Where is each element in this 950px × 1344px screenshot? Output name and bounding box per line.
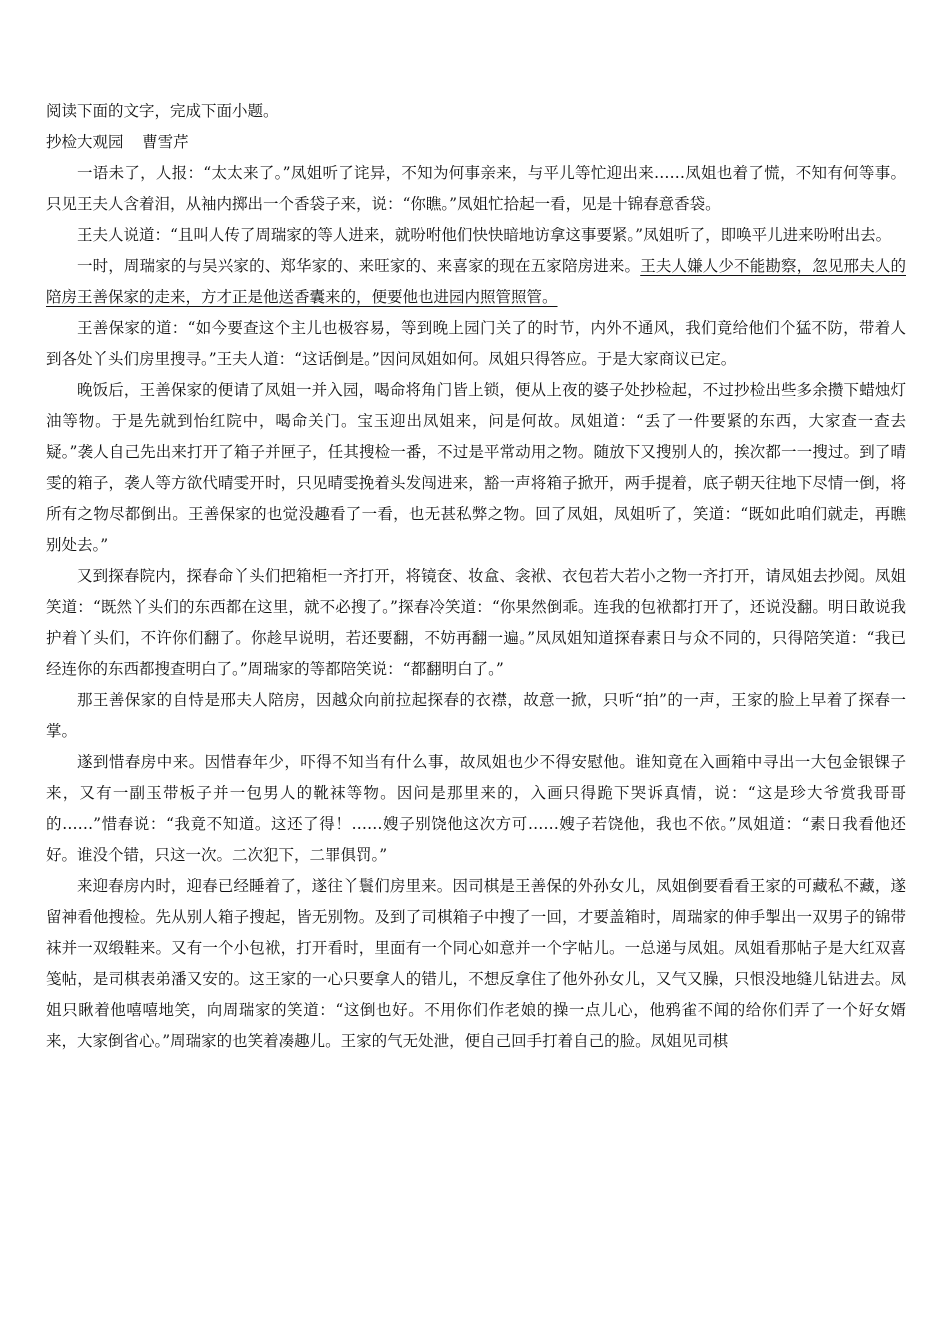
paragraph-1: 一语未了，人报：“太太来了。”凤姐听了诧异，不知为何事亲来，与平儿等忙迎出来……凤姐也着了慌，不知有何等事。只见王夫人含着泪，从袖内掷出一个香袋子来，说：“你瞧。”凤姐忙拾起一看，见是十锦春意香袋。 bbox=[46, 164, 906, 213]
paragraph-5: 晚饭后，王善保家的便请了凤姐一并入园，喝命将角门皆上锁，便从上夜的婆子处抄检起，不过抄检出些多余攒下蜡烛灯油等物。于是先就到怡红院中，喝命关门。宝玉迎出凤姐来，问是何故。凤姐道：“丢了一件要紧的东西，大家查一查去疑。”袭人自己先出来打开了箱子并匣子，任其搜检一番，不过是平常动用之物。随放下又搜别人的，挨次都一一搜过。到了晴雯的箱子，袭人等方欲代晴雯开时，只见晴雯挽着头发闯进来，豁一声将箱子掀开，两手提着，底子朝天往地下尽情一倒，将所有之物尽都倒出。王善保家的也觉没趣看了一看，也无甚私弊之物。回了凤姐，凤姐听了，笑道：“既如此咱们就走，再瞧别处去。” bbox=[46, 381, 906, 554]
paragraph-3 bbox=[46, 251, 906, 313]
paragraph-2: 王夫人说道：“且叫人传了周瑞家的等人进来，就吩咐他们快快暗地访拿这事要紧。”凤姐听了，即唤平儿进来吩咐出去。 bbox=[77, 226, 892, 244]
article-title: 抄检大观园 bbox=[46, 133, 124, 151]
paragraph-9: 来迎春房内时，迎春已经睡着了，遂往丫鬟们房里来。因司棋是王善保的外孙女儿，凤姐倒要看看王家的可藏私不藏，遂留神看他搜检。先从别人箱子搜起，皆无别物。及到了司棋箱子中搜了一回，才要盖箱时，周瑞家的伸手掣出一双男子的锦带袜并一双缎鞋来。又有一个小包袱，打开看时，里面有一个同心如意并一个字帖儿。一总递与凤姐。凤姐看那帖子是大红双喜笺帖，是司棋表弟潘又安的。这王家的一心只要拿人的错儿，不想反拿住了他外孙女儿，又气又臊，只恨没地缝儿钻进去。凤姐只瞅着他嘻嘻地笑，向周瑞家的笑道：“这倒也好。不用你们作老娘的操一点儿心，他鸦雀不闻的给你们弄了一个好女婿来，大家倒省心。”周瑞家的也笑着凑趣儿。王家的气无处泄，便自己回手打着自己的脸。凤姐见司棋 bbox=[46, 877, 906, 1050]
paragraph-8: 遂到惜春房中来。因惜春年少，吓得不知当有什么事，故凤姐也少不得安慰他。谁知竟在入画箱中寻出一大包金银锞子来，又有一副玉带板子并一包男人的靴袜等物。因问是那里来的，入画只得跪下哭诉真情，说：“这是珍大爷赏我哥哥的……”惜春说：“我竟不知道。这还了得！……嫂子别饶他这次方可……嫂子若饶他，我也不依。”凤姐道：“素日我看他还好。谁没个错，只这一次。二次犯下，二罪俱罚。” bbox=[46, 753, 906, 864]
underlined-sentence: 王夫人嫌人少不能勘察，忽见邢夫人的陪房王善保家的走来，方才正是他送香囊来的，便要他也进园内照管照管。 bbox=[46, 257, 906, 306]
paragraph-6: 又到探春院内，探春命丫头们把箱柜一齐打开，将镜奁、妆盒、衾袱、衣包若大若小之物一齐打开，请凤姐去抄阅。凤姐笑道：“既然丫头们的东西都在这里，就不必搜了。”探春冷笑道：“你果然倒乖。连我的包袱都打开了，还说没翻。明日敢说我护着丫头们，不许你们翻了。你趁早说明，若还要翻，不妨再翻一遍。”凤凤姐知道探春素日与众不同的，只得陪笑道：“我已经连你的东西都搜查明白了。”周瑞家的等都陪笑说：“都翻明白了。” bbox=[46, 567, 906, 678]
article-author: 曹雪芹 bbox=[142, 133, 189, 151]
paragraph-7: 那王善保家的自恃是邢夫人陪房，因越众向前拉起探春的衣襟，故意一掀，只听“拍”的一声，王家的脸上早着了探春一掌。 bbox=[46, 691, 906, 740]
document-page bbox=[46, 96, 906, 1057]
paragraph-3-text: 一时，周瑞家的与吴兴家的、郑华家的、来旺家的、来喜家的现在五家陪房进来。 bbox=[77, 257, 641, 275]
instruction-text: 阅读下面的文字，完成下面小题。 bbox=[46, 102, 279, 120]
article-heading bbox=[46, 127, 906, 158]
paragraph-4: 王善保家的道：“如今要查这个主儿也极容易，等到晚上园门关了的时节，内外不通风，我们竟给他们个猛不防，带着人到各处丫头们房里搜寻。”王夫人道：“这话倒是。”因问凤姐如何。凤姐只得答应。于是大家商议已定。 bbox=[46, 319, 906, 368]
